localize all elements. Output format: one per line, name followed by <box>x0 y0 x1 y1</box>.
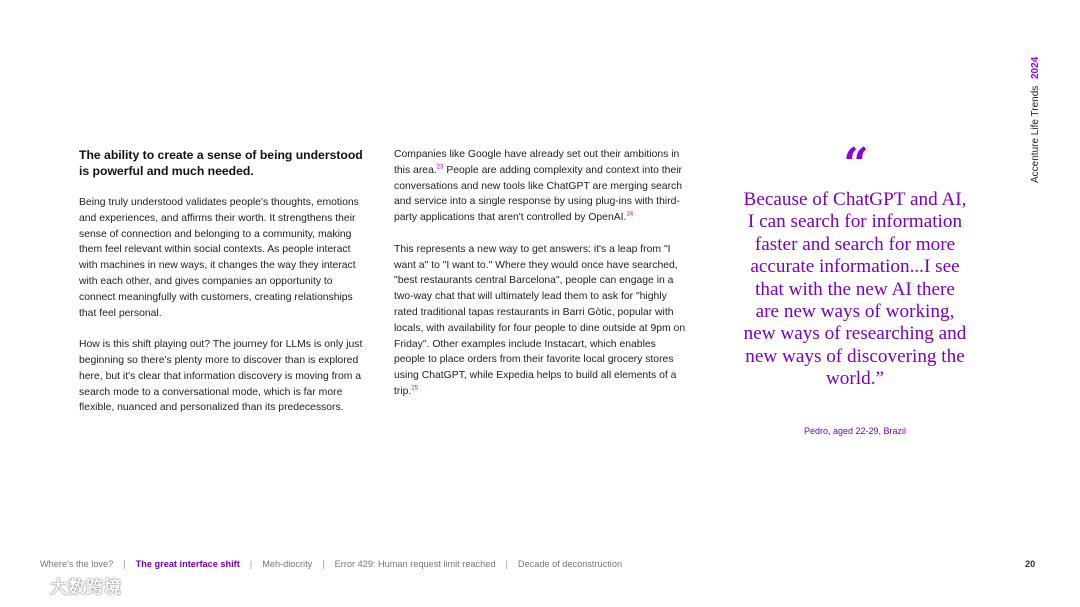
page-number: 20 <box>1025 559 1036 569</box>
mid-p1-text-b: People are adding complexity and context into their conversations and new tools like ChatGPT are merging search and service into a single response by using plug-ins with third-party applications that aren't controlled by OpenAI. <box>394 164 683 224</box>
pull-quote: Because of ChatGPT and AI, I can search for information faster and search for more accurate information...I see that with the new AI there are new ways of working, new ways of researching and new ways of discovering the world.” <box>743 189 967 390</box>
left-column <box>79 147 369 432</box>
mid-paragraph-2 <box>394 242 686 400</box>
footer-separator: | <box>123 559 126 569</box>
watermark-logo-icon <box>10 575 46 595</box>
quote-mark-icon: “ <box>843 139 869 190</box>
lead-heading: The ability to create a sense of being understood is powerful and much needed. <box>79 148 363 178</box>
report-title-vertical <box>1030 38 1046 183</box>
watermark-text: 大数跨境 <box>50 578 122 597</box>
middle-column <box>394 147 686 416</box>
left-paragraph-2: How is this shift playing out? The journey for LLMs is only just beginning so there's plenty more to discover than is explored here, but it's clear that information discovery is moving from a search mode to a conversational mode, which is far more flexible, nuanced and personalized than its predecessors. <box>79 339 363 414</box>
mid-p2-text: This represents a new way to get answers: it's a leap from "I want a" to "I want to." Where they would once have searched, "best restaurants central Barcelona", people can engage in a two-way chat that will ultimately lead them to ask for "highly rated traditional tapas restaurants in Barri Gòtic, popular with locals, with availability for four people to dine outside at 9pm on Friday". Other examples include Instacart, which enables people to place orders from their favorite local grocery stores using ChatGPT, while Expedia helps to build all elements of a trip. <box>394 243 686 397</box>
footer-nav-item-error-429[interactable]: Error 429: Human request limit reached <box>334 559 496 569</box>
footer-separator: | <box>322 559 325 569</box>
footer-separator: | <box>505 559 508 569</box>
footnote-ref-23[interactable]: 23 <box>436 164 444 171</box>
footnote-ref-25[interactable]: 25 <box>411 385 419 392</box>
mid-p1-text-a: Companies like Google have already set out their ambitions in this area. <box>394 149 680 176</box>
footer-nav <box>40 559 622 569</box>
footer-nav-item-deconstruction[interactable]: Decade of deconstruction <box>517 559 623 569</box>
mid-paragraph-1 <box>394 147 686 226</box>
footer-nav-item-mehdiocrity[interactable]: Meh-diocrity <box>262 559 313 569</box>
footnote-ref-24[interactable]: 24 <box>626 211 634 218</box>
left-paragraph-1: Being truly understood validates people's thoughts, emotions and experiences, and affirms their worth. It strengthens their sense of connection and belonging to a community, making them feel relevant within social contexts. As people interact with machines in new ways, it changes the way they interact with each other, and gives companies an opportunity to connect meaningfully with customers, creating relationships that feel personal. <box>79 197 359 319</box>
footer-nav-item-love[interactable]: Where's the love? <box>40 559 114 569</box>
report-title: Accenture Life Trends <box>1030 85 1041 183</box>
footer-separator: | <box>249 559 253 569</box>
quote-attribution: Pedro, aged 22-29, Brazil <box>803 426 907 436</box>
footer-nav-item-interface-shift[interactable]: The great interface shift <box>135 559 240 569</box>
report-year: 2024 <box>1030 56 1041 79</box>
